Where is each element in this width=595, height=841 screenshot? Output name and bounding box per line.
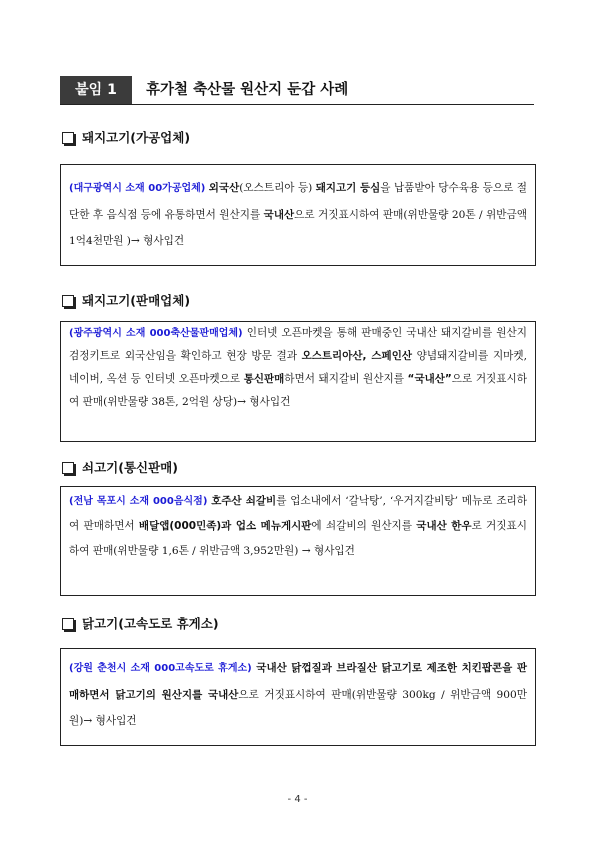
case-org: (강원 춘천시 소재 000고속도로 휴게소) (69, 663, 252, 674)
section-heading-label: 닭고기(고속도로 휴게소) (82, 616, 219, 631)
case-claim: 국내산 (207, 689, 239, 701)
page-number: - 4 - (287, 794, 308, 805)
case-origin: 외국산 (208, 182, 240, 194)
checkbox-icon (62, 295, 74, 307)
case-text: 로 거짓표시하여 판매(위반물량 1,6톤 / 위반금액 3,952만원) → 형사입건 (69, 520, 527, 557)
case-org: (대구광역시 소재 00가공업체) (69, 183, 206, 194)
case-channel: 배달앱(000민족)과 업소 메뉴게시판 (138, 520, 312, 532)
case-org: (전남 목포시 소재 000음식점) (69, 496, 208, 507)
checkbox-icon (62, 462, 74, 474)
case-claim: “국내산” (407, 373, 452, 385)
case-text: 으로 거짓표시하여 판매(위반물량 300kg / 위반금액 900만원)→ 형사입건 (69, 689, 527, 727)
case-text: 으로 거짓표시하여 판매(위반물량 38톤, 2억원 상당)→ 형사입건 (69, 373, 527, 408)
case-box-beef-mailorder (60, 486, 536, 596)
section-heading-label: 돼지고기(판매업체) (82, 293, 191, 308)
checkbox-icon (62, 618, 74, 630)
case-box-pork-processing (60, 164, 536, 266)
case-text-bold: 국내산 닭껍질과 브라질산 닭고기로 제조한 치킨팝콘을 판매하면서 닭고기의 원산지를 (69, 662, 527, 701)
section-heading-pork-sales (62, 293, 190, 309)
section-heading-label: 돼지고기(가공업체) (82, 130, 191, 145)
checkbox-icon (62, 132, 74, 144)
case-text: 에 쇠갈비의 원산지를 (311, 520, 417, 532)
case-text: 인터넷 오픈마켓을 통해 판매중인 국내산 돼지갈비를 원산지 검정키트로 외국산임을 확인하고 현장 방문 결과 (69, 327, 527, 362)
case-text: (오스트리아 등) (239, 182, 316, 194)
attachment-tag: 붙임 1 (60, 76, 132, 104)
page-title: 휴가철 축산물 원산지 둔갑 사례 (146, 82, 349, 98)
case-text: 으로 거짓표시하여 판매(위반물량 20톤 / 위반금액 1억4천만원 )→ 형사입건 (69, 209, 527, 247)
case-item: 호주산 쇠갈비 (211, 495, 277, 507)
case-origins: 오스트리아산, 스페인산 (301, 350, 412, 362)
section-heading-label: 쇠고기(통신판매) (82, 460, 178, 475)
section-heading-chicken-restarea (62, 616, 219, 632)
case-text: 을 납품받아 당수육용 등으로 절단한 후 음식점 등에 유통하면서 원산지를 (69, 182, 527, 221)
case-claim: 국내산 한우 (416, 520, 472, 532)
case-text: 하면서 돼지갈비 원산지를 (284, 373, 408, 385)
case-org: (광주광역시 소재 000축산물판매업체) (69, 328, 243, 339)
section-heading-pork-processing (62, 130, 190, 146)
case-claim: 국내산 (263, 209, 295, 221)
case-box-pork-sales (60, 321, 536, 442)
case-channel: 통신판매 (243, 373, 285, 385)
section-heading-beef-mailorder (62, 460, 178, 476)
attachment-header (60, 76, 534, 105)
case-box-chicken-restarea (60, 648, 536, 746)
case-text: 양념돼지갈비를 지마켓, 네이버, 옥션 등 인터넷 오픈마켓으로 (69, 350, 528, 385)
case-text: 를 업소내에서 ‘갈낙탕’, ‘우거지갈비탕’ 메뉴로 조리하여 판매하면서 (69, 495, 528, 532)
case-item: 돼지고기 등심 (315, 182, 381, 194)
